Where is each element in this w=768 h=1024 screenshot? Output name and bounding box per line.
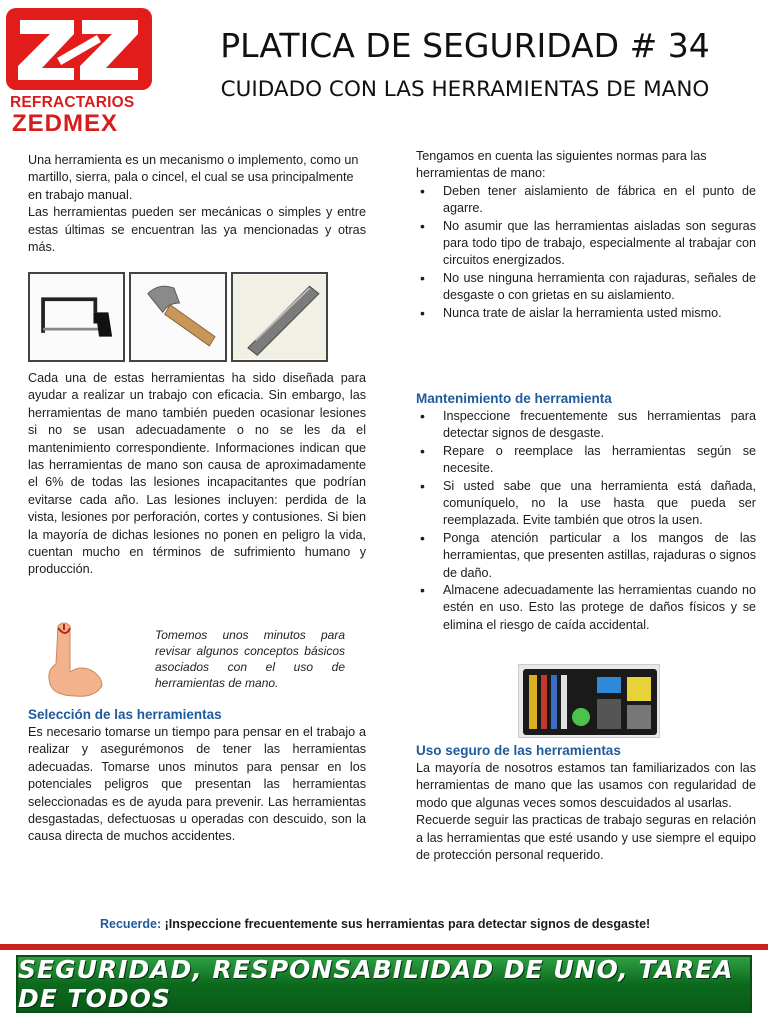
list-item: • Inspeccione frecuentemente sus herramientas para detectar signos de desgaste. — [416, 408, 756, 443]
maintenance-list — [416, 408, 756, 634]
safe-use-paragraph-2: Recuerde seguir las practicas de trabajo seguras en relación a las herramientas que esté usando y use siempre el equipo de protección personal requerido. — [416, 813, 756, 863]
body-paragraph: Cada una de estas herramientas ha sido diseñada para ayudar a realizar un trabajo con eficacia. Sin embargo, las herramientas de mano también pueden ocasionar lesiones si no se usan adecuadamente o no se les da el mantenimiento correspondiente. Informaciones indican que las herramientas de mano son causa de aproximadamente el 6% de todas las lesiones incapacitantes que podrían evitarse cada año. Las lesiones incluyen: perdida de la vista, lesiones por perforación, cortes y contusiones. Si bien la mayoría de dichas lesiones no ponen en peligro la vida, cuentan mucho en términos de sufrimiento humano y producción. — [28, 371, 366, 577]
intro-paragraph-1: Una herramienta es un mecanismo o implemento, como un martillo, sierra, pala o cincel, el cual se usa principalmente en trabajo manual. — [28, 153, 359, 202]
toolkit-icon — [518, 664, 660, 738]
finger-reminder-icon — [36, 620, 108, 698]
slogan-text: SEGURIDAD, RESPONSABILIDAD DE UNO, TAREA DE TODOS — [18, 955, 734, 1013]
left-column-top — [28, 152, 366, 256]
logo-text-refractarios: REFRACTARIOS — [10, 94, 135, 111]
list-item: • Si usted sabe que una herramienta está dañada, comuníquelo, no la use hasta que pueda ser reemplazada. Evite también que otros la usen. — [416, 478, 756, 530]
list-item: • Deben tener aislamiento de fábrica en el punto de agarre. — [416, 183, 756, 218]
norms-list — [416, 183, 756, 322]
norms-intro: Tengamos en cuenta las siguientes normas para las herramientas de mano: — [416, 149, 707, 181]
hacksaw-icon — [28, 272, 125, 362]
safe-use-heading: Uso seguro de las herramientas — [416, 743, 621, 758]
tool-images — [28, 272, 328, 364]
list-item: • Repare o reemplace las herramientas según se necesite. — [416, 443, 756, 478]
footer-divider — [0, 944, 768, 950]
selection-paragraph: Es necesario tomarse un tiempo para pensar en el trabajo a realizar y asegurémonos de tener las herramientas adecuadas. Tomarse unos minutos para pensar en los potenciales peligros que presentan las herramientas seleccionadas es de ayuda para prevenir. Las herramientas desgastadas, defectuosas u operadas con descuido, son la causa directa de muchos accidentes. — [28, 725, 366, 844]
maintenance-heading: Mantenimiento de herramienta — [416, 391, 612, 406]
reminder-note: Tomemos unos minutos para revisar algunos conceptos básicos asociados con el uso de herramientas de mano. — [155, 628, 345, 690]
list-item: • No asumir que las herramientas aisladas son seguras para todo tipo de trabajo, especialmente al trabajar con circuitos energizados. — [416, 218, 756, 270]
right-column-norms — [416, 148, 756, 322]
logo-mark-icon — [6, 8, 152, 90]
logo-text-zedmex: ZEDMEX — [12, 110, 119, 137]
list-item: • No use ninguna herramienta con rajaduras, señales de desgaste o con grietas en su aislamiento. — [416, 270, 756, 305]
remember-text: ¡Inspeccione frecuentemente sus herramientas para detectar signos de desgaste! — [161, 917, 651, 931]
safe-use-paragraph-1: La mayoría de nosotros estamos tan familiarizados con las herramientas de mano que las usamos con regularidad de modo que algunas veces somos descuidados al usarlas. — [416, 761, 756, 810]
remember-label: Recuerde: — [100, 917, 162, 931]
list-item: • Nunca trate de aislar la herramienta usted mismo. — [416, 305, 756, 322]
slogan-banner — [16, 955, 752, 1013]
safe-use-section — [416, 741, 756, 864]
remember-line — [100, 917, 720, 931]
hammer-icon — [129, 272, 226, 362]
maintenance-section — [416, 389, 756, 634]
selection-section — [28, 705, 366, 846]
company-logo — [6, 8, 154, 137]
selection-heading: Selección de las herramientas — [28, 707, 222, 722]
intro-paragraph-2: Las herramientas pueden ser mecánicas o simples y entre estas últimas se encuentran las ya mencionadas y otras más. — [28, 205, 366, 255]
chisel-icon — [231, 272, 328, 362]
list-item: • Almacene adecuadamente las herramientas cuando no estén en uso. Esto las protege de daños físicos y se elimina el riesgo de caída accidental. — [416, 582, 756, 634]
page-subtitle: CUIDADO CON LAS HERRAMIENTAS DE MANO — [220, 77, 710, 102]
left-column-body — [28, 370, 366, 579]
list-item: • Ponga atención particular a los mangos de las herramientas, que presenten astillas, rajaduras o signos de daño. — [416, 530, 756, 582]
page-title: PLATICA DE SEGURIDAD # 34 — [220, 26, 710, 65]
